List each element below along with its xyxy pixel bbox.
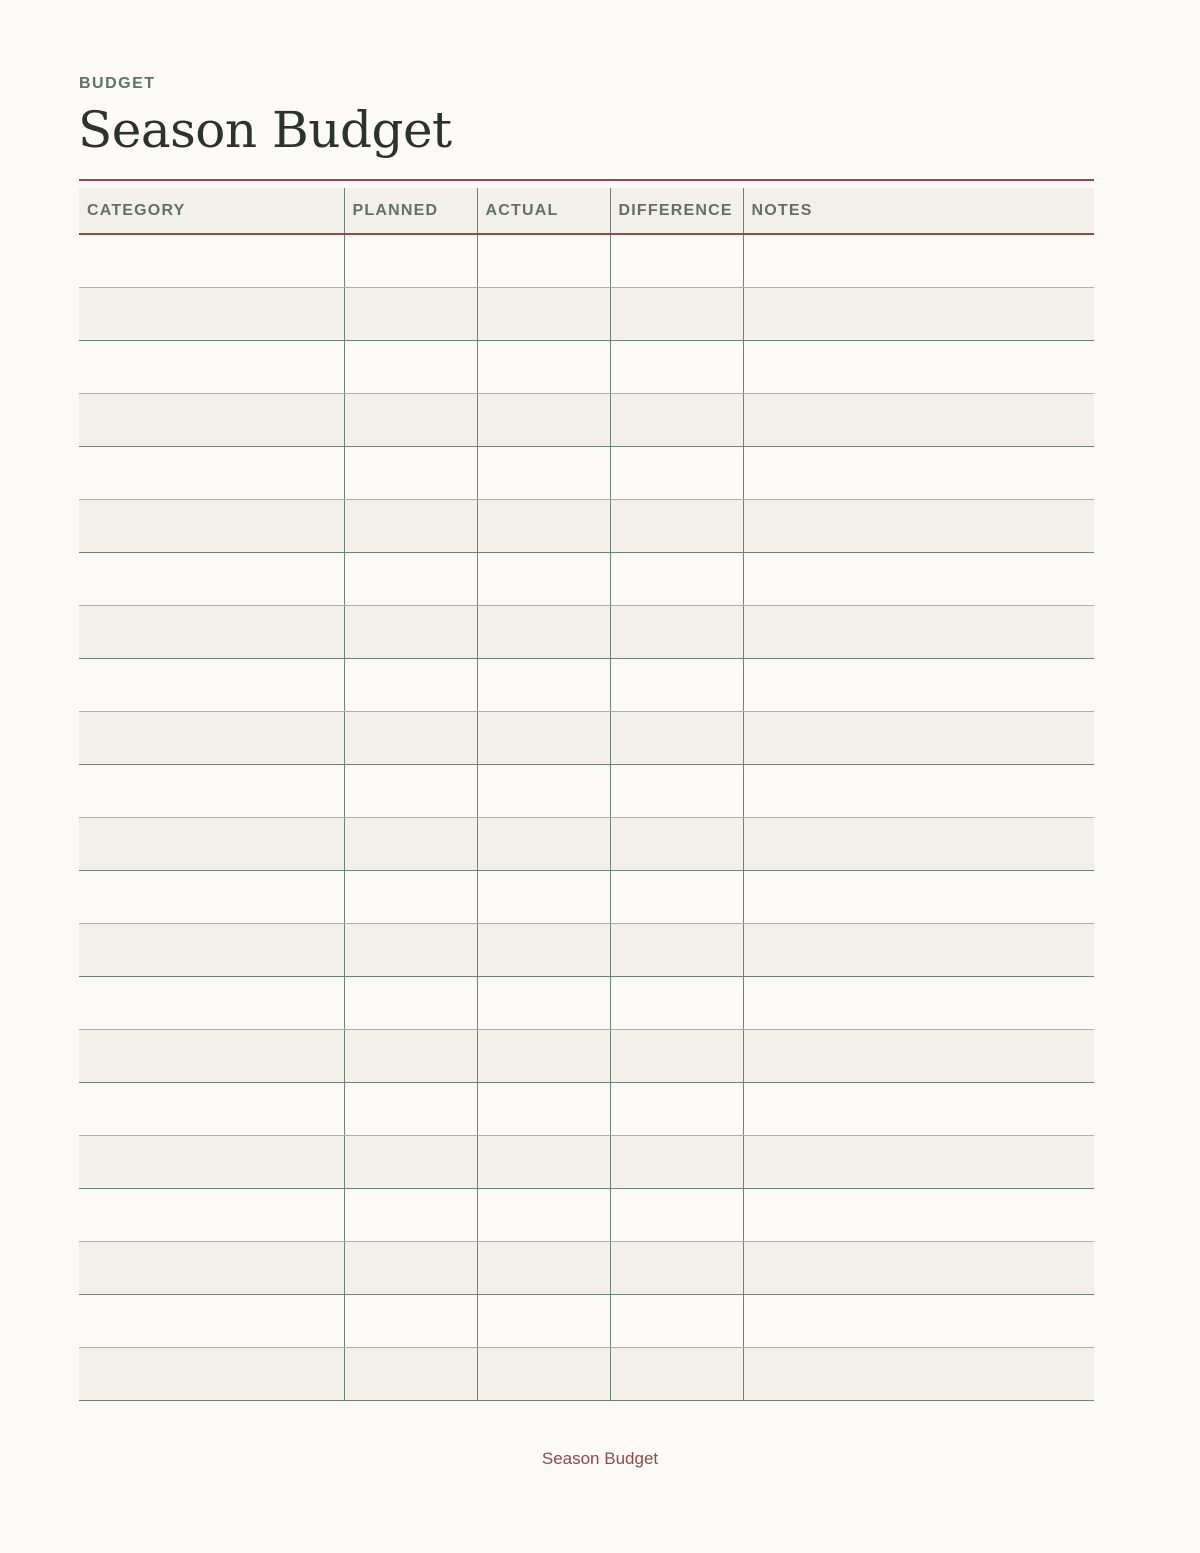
cell-actual[interactable] — [477, 393, 610, 446]
cell-actual[interactable] — [477, 499, 610, 552]
cell-notes[interactable] — [743, 287, 1094, 340]
cell-difference[interactable] — [610, 234, 743, 287]
cell-category[interactable] — [79, 1188, 344, 1241]
cell-difference[interactable] — [610, 393, 743, 446]
column-header-notes: NOTES — [743, 188, 1094, 234]
cell-category[interactable] — [79, 870, 344, 923]
cell-notes[interactable] — [743, 1188, 1094, 1241]
cell-category[interactable] — [79, 446, 344, 499]
cell-actual[interactable] — [477, 764, 610, 817]
page-title: Season Budget — [78, 101, 452, 159]
cell-notes[interactable] — [743, 340, 1094, 393]
cell-notes[interactable] — [743, 1241, 1094, 1294]
column-header-planned: PLANNED — [344, 188, 477, 234]
table-row — [79, 446, 1094, 499]
cell-actual[interactable] — [477, 1188, 610, 1241]
cell-planned[interactable] — [344, 1135, 477, 1188]
cell-planned[interactable] — [344, 817, 477, 870]
cell-actual[interactable] — [477, 658, 610, 711]
cell-notes[interactable] — [743, 1347, 1094, 1400]
cell-actual[interactable] — [477, 817, 610, 870]
cell-planned[interactable] — [344, 1188, 477, 1241]
table-row — [79, 234, 1094, 287]
cell-difference[interactable] — [610, 446, 743, 499]
cell-category[interactable] — [79, 1082, 344, 1135]
cell-category[interactable] — [79, 552, 344, 605]
cell-planned[interactable] — [344, 1347, 477, 1400]
table-row — [79, 711, 1094, 764]
cell-difference[interactable] — [610, 287, 743, 340]
cell-difference[interactable] — [610, 817, 743, 870]
column-header-difference: DIFFERENCE — [610, 188, 743, 234]
cell-category[interactable] — [79, 1347, 344, 1400]
cell-notes[interactable] — [743, 605, 1094, 658]
cell-planned[interactable] — [344, 976, 477, 1029]
cell-category[interactable] — [79, 340, 344, 393]
cell-difference[interactable] — [610, 976, 743, 1029]
cell-planned[interactable] — [344, 1029, 477, 1082]
cell-category[interactable] — [79, 1029, 344, 1082]
cell-actual[interactable] — [477, 605, 610, 658]
cell-planned[interactable] — [344, 605, 477, 658]
cell-actual[interactable] — [477, 1135, 610, 1188]
cell-category[interactable] — [79, 658, 344, 711]
cell-category[interactable] — [79, 393, 344, 446]
cell-notes[interactable] — [743, 1082, 1094, 1135]
cell-category[interactable] — [79, 976, 344, 1029]
cell-notes[interactable] — [743, 870, 1094, 923]
cell-category[interactable] — [79, 1294, 344, 1347]
table-row — [79, 817, 1094, 870]
cell-planned[interactable] — [344, 1082, 477, 1135]
top-rule — [79, 179, 1094, 181]
cell-category[interactable] — [79, 923, 344, 976]
table-row — [79, 605, 1094, 658]
cell-actual[interactable] — [477, 340, 610, 393]
cell-difference[interactable] — [610, 605, 743, 658]
cell-category[interactable] — [79, 499, 344, 552]
table-row — [79, 1135, 1094, 1188]
cell-category[interactable] — [79, 764, 344, 817]
table-header-row — [79, 188, 1094, 234]
cell-difference[interactable] — [610, 923, 743, 976]
cell-actual[interactable] — [477, 1029, 610, 1082]
budget-table — [79, 188, 1094, 1401]
cell-category[interactable] — [79, 605, 344, 658]
cell-notes[interactable] — [743, 658, 1094, 711]
cell-category[interactable] — [79, 817, 344, 870]
table-row — [79, 1082, 1094, 1135]
cell-difference[interactable] — [610, 1082, 743, 1135]
table-row — [79, 764, 1094, 817]
table-row — [79, 393, 1094, 446]
table-row — [79, 1188, 1094, 1241]
table-row — [79, 287, 1094, 340]
cell-category[interactable] — [79, 711, 344, 764]
footer-text: Season Budget — [541, 1449, 659, 1468]
cell-planned[interactable] — [344, 658, 477, 711]
cell-category[interactable] — [79, 287, 344, 340]
cell-actual[interactable] — [477, 711, 610, 764]
cell-notes[interactable] — [743, 764, 1094, 817]
cell-difference[interactable] — [610, 764, 743, 817]
cell-planned[interactable] — [344, 340, 477, 393]
table-row — [79, 340, 1094, 393]
cell-actual[interactable] — [477, 552, 610, 605]
cell-difference[interactable] — [610, 1135, 743, 1188]
table-row — [79, 1029, 1094, 1082]
cell-difference[interactable] — [610, 499, 743, 552]
cell-actual[interactable] — [477, 234, 610, 287]
cell-actual[interactable] — [477, 446, 610, 499]
cell-notes[interactable] — [743, 1294, 1094, 1347]
cell-difference[interactable] — [610, 1294, 743, 1347]
cell-actual[interactable] — [477, 287, 610, 340]
cell-difference[interactable] — [610, 658, 743, 711]
cell-planned[interactable] — [344, 393, 477, 446]
cell-difference[interactable] — [610, 1188, 743, 1241]
table-row — [79, 658, 1094, 711]
cell-notes[interactable] — [743, 499, 1094, 552]
cell-difference[interactable] — [610, 340, 743, 393]
cell-category[interactable] — [79, 234, 344, 287]
cell-planned[interactable] — [344, 499, 477, 552]
column-header-actual: ACTUAL — [477, 188, 610, 234]
cell-actual[interactable] — [477, 1347, 610, 1400]
cell-difference[interactable] — [610, 711, 743, 764]
cell-notes[interactable] — [743, 976, 1094, 1029]
cell-category[interactable] — [79, 1135, 344, 1188]
table-body — [79, 234, 1094, 1400]
table-row — [79, 1347, 1094, 1400]
cell-notes[interactable] — [743, 817, 1094, 870]
cell-planned[interactable] — [344, 1241, 477, 1294]
cell-notes[interactable] — [743, 1029, 1094, 1082]
table-row — [79, 499, 1094, 552]
cell-actual[interactable] — [477, 1241, 610, 1294]
cell-difference[interactable] — [610, 870, 743, 923]
table-row — [79, 870, 1094, 923]
cell-difference[interactable] — [610, 1347, 743, 1400]
eyebrow-label: BUDGET — [79, 75, 156, 92]
table-row — [79, 923, 1094, 976]
cell-notes[interactable] — [743, 446, 1094, 499]
column-header-category: CATEGORY — [79, 188, 344, 234]
cell-planned[interactable] — [344, 764, 477, 817]
cell-actual[interactable] — [477, 870, 610, 923]
cell-actual[interactable] — [477, 976, 610, 1029]
cell-notes[interactable] — [743, 552, 1094, 605]
table-row — [79, 552, 1094, 605]
cell-difference[interactable] — [610, 552, 743, 605]
cell-planned[interactable] — [344, 446, 477, 499]
cell-planned[interactable] — [344, 1294, 477, 1347]
cell-planned[interactable] — [344, 234, 477, 287]
cell-planned[interactable] — [344, 923, 477, 976]
cell-notes[interactable] — [743, 923, 1094, 976]
cell-actual[interactable] — [477, 1294, 610, 1347]
cell-actual[interactable] — [477, 923, 610, 976]
cell-notes[interactable] — [743, 393, 1094, 446]
cell-category[interactable] — [79, 1241, 344, 1294]
table-row — [79, 976, 1094, 1029]
cell-difference[interactable] — [610, 1241, 743, 1294]
cell-notes[interactable] — [743, 1135, 1094, 1188]
cell-planned[interactable] — [344, 552, 477, 605]
cell-planned[interactable] — [344, 711, 477, 764]
cell-planned[interactable] — [344, 287, 477, 340]
table-row — [79, 1241, 1094, 1294]
cell-actual[interactable] — [477, 1082, 610, 1135]
cell-notes[interactable] — [743, 711, 1094, 764]
table-row — [79, 1294, 1094, 1347]
cell-notes[interactable] — [743, 234, 1094, 287]
cell-planned[interactable] — [344, 870, 477, 923]
cell-difference[interactable] — [610, 1029, 743, 1082]
